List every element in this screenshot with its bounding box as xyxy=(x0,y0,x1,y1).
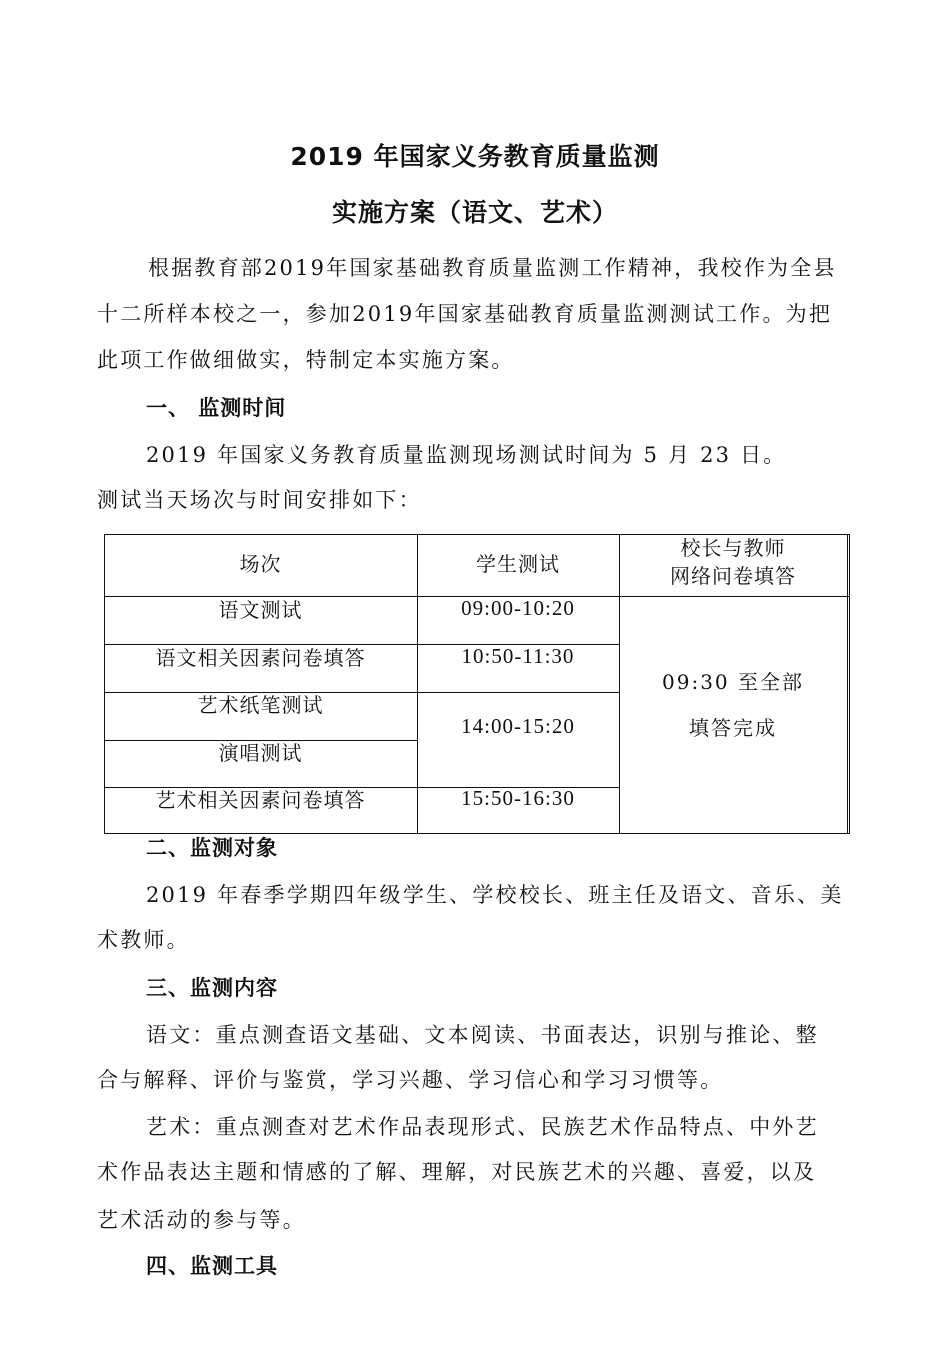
table-time-cell: 14:00-15:20 xyxy=(461,714,575,738)
section-heading-subjects: 二、监测对象 xyxy=(146,836,278,860)
section1-line-2: 测试当天场次与时间安排如下： xyxy=(97,488,422,512)
table-row-session: 语文测试 xyxy=(218,598,303,622)
section3-chinese-line-1: 语文：重点测查语文基础、文本阅读、书面表达，识别与推论、整 xyxy=(146,1023,819,1047)
intro-line-2: 十二所样本校之一，参加2019年国家基础教育质量监测测试工作。为把 xyxy=(97,302,833,326)
section3-art-line-3: 艺术活动的参与等。 xyxy=(97,1208,306,1232)
section-heading-tools: 四、监测工具 xyxy=(146,1254,278,1278)
table-header-session: 场次 xyxy=(239,552,282,576)
table-time-cell: 10:50-11:30 xyxy=(461,644,575,668)
section3-chinese-line-2: 合与解释、评价与鉴赏，学习兴趣、学习信心和学习习惯等。 xyxy=(97,1068,724,1092)
intro-line-1: 根据教育部2019年国家基础教育质量监测工作精神，我校作为全县 xyxy=(148,256,837,280)
table-header-student-test: 学生测试 xyxy=(476,552,560,576)
table-time-cell: 09:00-10:20 xyxy=(461,596,575,620)
table-row-session: 语文相关因素问卷填答 xyxy=(155,646,366,670)
section2-line-1: 2019 年春季学期四年级学生、学校校长、班主任及语文、音乐、美 xyxy=(146,883,844,907)
section3-art-line-1: 艺术：重点测查对艺术作品表现形式、民族艺术作品特点、中外艺 xyxy=(146,1115,819,1139)
table-header-teacher-line-2: 网络问卷填答 xyxy=(670,564,796,588)
section2-line-2: 术教师。 xyxy=(97,928,190,952)
intro-line-3: 此项工作做细做实，特制定本实施方案。 xyxy=(97,348,515,372)
table-row-session: 演唱测试 xyxy=(218,741,303,765)
table-time-cell: 15:50-16:30 xyxy=(461,786,575,810)
document-title: 2019 年国家义务教育质量监测 xyxy=(290,142,660,171)
table-header-teacher xyxy=(619,534,847,590)
table-row-session: 艺术纸笔测试 xyxy=(197,693,324,717)
table-row-session: 艺术相关因素问卷填答 xyxy=(155,788,366,812)
section3-art-line-2: 术作品表达主题和情感的了解、理解，对民族艺术的兴趣、喜爱，以及 xyxy=(97,1160,817,1184)
table-teacher-time-line-1: 09:30 至全部 xyxy=(662,670,804,694)
section1-line-1: 2019 年国家义务教育质量监测现场测试时间为 5 月 23 日。 xyxy=(146,443,787,467)
table-header-teacher-line-1: 校长与教师 xyxy=(680,536,786,560)
section-heading-time: 一、 监测时间 xyxy=(146,396,287,420)
document-subtitle: 实施方案（语文、艺术） xyxy=(331,198,618,227)
section-heading-content: 三、监测内容 xyxy=(146,976,278,1000)
table-teacher-time-line-2: 填答完成 xyxy=(689,716,777,740)
